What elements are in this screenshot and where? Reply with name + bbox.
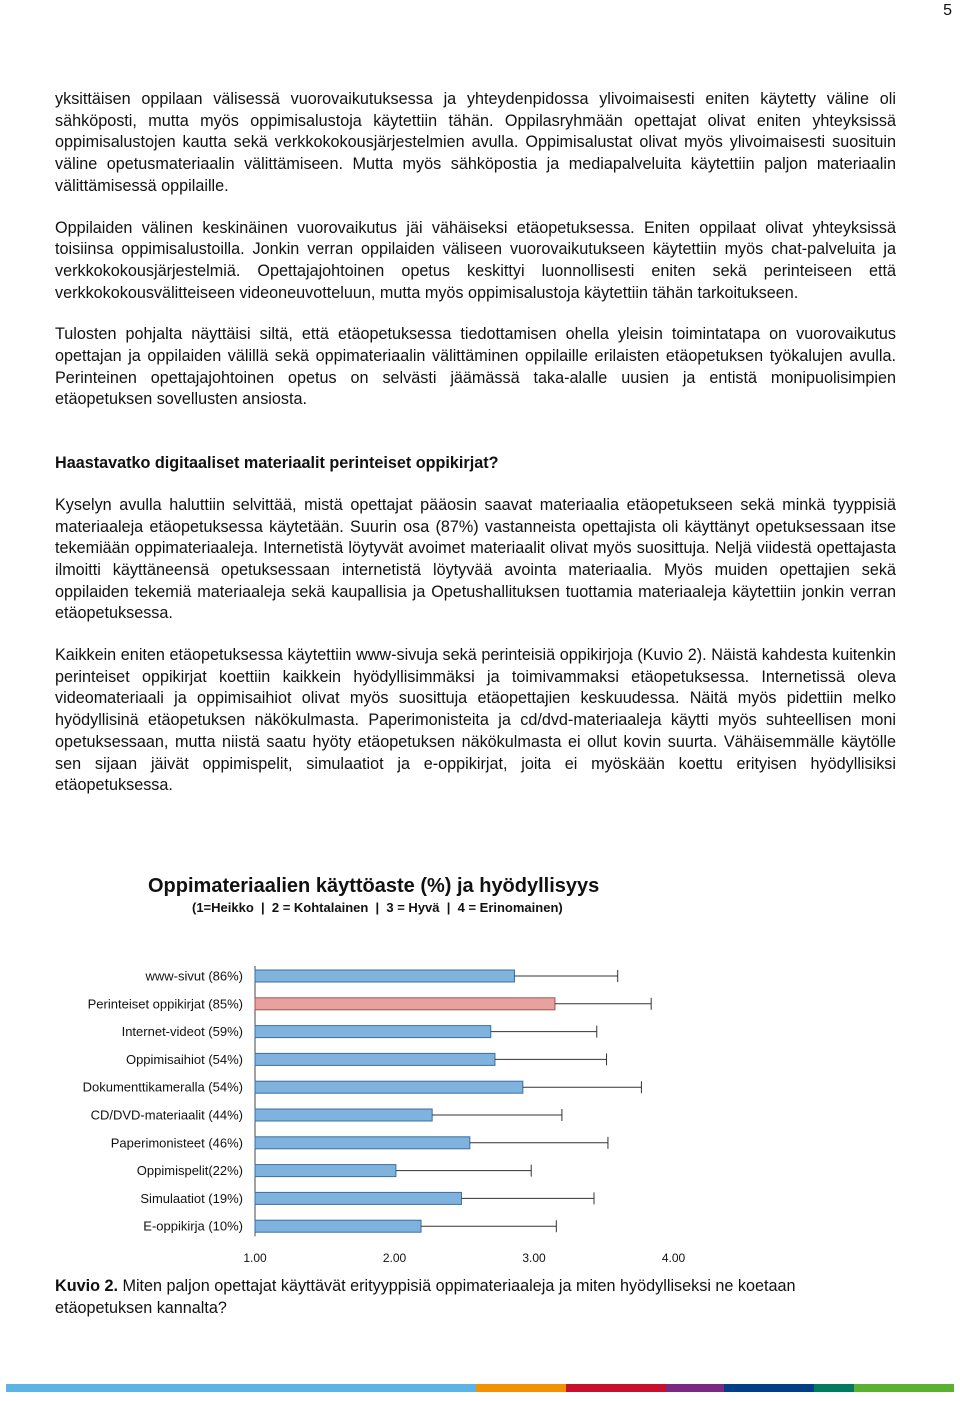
paragraph: yksittäisen oppilaan välisessä vuorovaikutuksessa ja yhteydenpidossa ylivoimaisesti eniten käytetty väline oli sähköposti, mutta myös oppimisalustoja käytettiin tähän. Oppilasryhmään opettajat olivat eniten yhteyksissä oppimisalustojen kautta sekä verkkokokousjärjestelmien avulla. Oppimisalustat olivat myös ylivoimaisesti suosituin väline opetusmateriaalin välittämiseen. Mutta myös sähköpostia ja mediapalveluita käytettiin paljon materiaalin välittämisessä oppilaille.	[55, 90, 896, 195]
footer-color-segment	[146, 1384, 476, 1392]
category-label: Oppimisaihiot (54%)	[125, 1051, 243, 1067]
footer-color-bar	[6, 1384, 954, 1392]
footer-color-segment	[814, 1384, 854, 1392]
category-label: Paperimonisteet (46%)	[110, 1135, 243, 1151]
category-label: Oppimispelit(22%)	[136, 1163, 243, 1179]
footer-color-segment	[476, 1384, 566, 1392]
bar	[255, 1192, 461, 1204]
footer-color-segment	[566, 1384, 666, 1392]
bar	[255, 1026, 491, 1038]
footer-color-segment	[724, 1384, 814, 1392]
footer-color-segment	[6, 1384, 146, 1392]
chart-plot-area	[83, 966, 686, 1265]
x-tick-label: 2.00	[382, 1251, 407, 1265]
x-tick-label: 4.00	[661, 1251, 686, 1265]
x-tick-label: 1.00	[243, 1251, 267, 1265]
category-label: Simulaatiot (19%)	[140, 1190, 243, 1206]
usage-chart	[55, 860, 896, 1270]
category-label: www-sivut (86%)	[145, 968, 243, 984]
bar	[255, 1053, 495, 1065]
paragraph: Kaikkein eniten etäopetuksessa käytettiin www-sivuja sekä perinteisiä oppikirjoja (Kuvio 2). Näistä kahdesta kuitenkin perinteiset oppikirjat koettiin kaikkein hyödyllisimmäksi ja toimivammaksi etäopetuksessa. Internetissä oleva videomateriaali ja oppimisaihiot olivat myös suosittuja etäopettajien keskuudessa. Näitä myös pidettiin melko hyödyllisinä etäopetuksen näkökulmasta. Paperimonisteita ja cd/dvd-materiaaleja käytti myös suhteellisen moni opetuksessaan, mutta niistä saatu hyöty etäopetuksen näkökulmasta ei ollut kovin suurta. Vähäisemmälle käytölle sen sijaan jäivät oppimispelit, simulaatiot ja e-oppikirjat, joita ei myöskään koettu erityisen hyödyllisiksi etäopetuksessa.	[55, 646, 896, 795]
category-label: E-oppikirja (10%)	[143, 1218, 243, 1234]
caption-text: Miten paljon opettajat käyttävät erityyppisiä oppimateriaaleja ja miten hyödylliseksi ne koetaan etäopetuksen kannalta?	[55, 1277, 796, 1317]
bar	[255, 1081, 523, 1093]
section-heading: Haastavatko digitaaliset materiaalit perinteiset oppikirjat?	[55, 454, 499, 473]
bar	[255, 1165, 396, 1177]
footer-color-segment	[854, 1384, 954, 1392]
body-text	[55, 89, 896, 817]
category-label: Perinteiset oppikirjat (85%)	[87, 996, 243, 1012]
paragraph: Kyselyn avulla haluttiin selvittää, mistä opettajat pääosin saavat materiaalia etäopetukseen sekä minkä tyyppisiä materiaaleja etäopetuksessa käytetään. Suurin osa (87%) vastanneista opettajista oli käyttänyt opetuksessaan itse tekemiään oppimateriaaleja. Internetistä löytyvät avoimet materiaalit olivat myös suosittuja. Neljä viidestä opettajasta ilmoitti käyttäneensä opetuksessaan internetistä löytyvää avointa materiaalia. Myös muiden opettajien sekä oppilaiden tekemiä materiaaleja sekä kaupallisia ja Opetushallituksen tuottamia materiaaleja käytettiin jonkin verran etäopetuksessa.	[55, 495, 896, 623]
chart-svg	[55, 860, 896, 1270]
chart-subtitle: (1=Heikko | 2 = Kohtalainen | 3 = Hyvä | 4 = Erinomainen)	[192, 900, 563, 915]
paragraph: Tulosten pohjalta näyttäisi siltä, että etäopetuksessa tiedottamisen ohella yleisin toimintatapa on vuorovaikutus opettajan ja oppilaiden välillä sekä oppimateriaalin välittäminen oppilaille erilaisten etäopetuksen työkalujen avulla. Perinteinen opettajajohtoinen opetus on selvästi jäämässä taka-alalle uusien ja entistä monipuolisimpien etäopetuksen sovellusten ansiosta.	[55, 325, 896, 409]
bar	[255, 998, 555, 1010]
bar	[255, 1109, 432, 1121]
footer-color-segment	[666, 1384, 724, 1392]
bar	[255, 1137, 470, 1149]
category-label: Internet-videot (59%)	[121, 1024, 243, 1040]
chart-title: Oppimateriaalien käyttöaste (%) ja hyödyllisyys	[148, 875, 600, 897]
bar	[255, 970, 514, 982]
caption-label: Kuvio 2.	[55, 1277, 118, 1295]
bar	[255, 1220, 421, 1232]
figure-caption	[55, 1276, 896, 1319]
paragraph: Oppilaiden välinen keskinäinen vuorovaikutus jäi vähäiseksi etäopetuksessa. Eniten oppilaat olivat yhteyksissä toisiinsa oppimisalustoilla. Jonkin verran oppilaiden väliseen vuorovaikutukseen käytettiin myös chat-palveluita ja verkkokokousjärjestelmiä. Opettajajohtoinen opetus keskittyi luonnollisesti eniten sekä perinteiseen että verkkokokousvälitteiseen videoneuvotteluun, mutta myös oppimisalustoja käytettiin tähän tarkoitukseen.	[55, 218, 896, 302]
category-label: CD/DVD-materiaalit (44%)	[90, 1107, 243, 1123]
page-number: 5	[943, 2, 952, 19]
x-tick-label: 3.00	[522, 1251, 546, 1265]
category-label: Dokumenttikameralla (54%)	[82, 1079, 243, 1095]
